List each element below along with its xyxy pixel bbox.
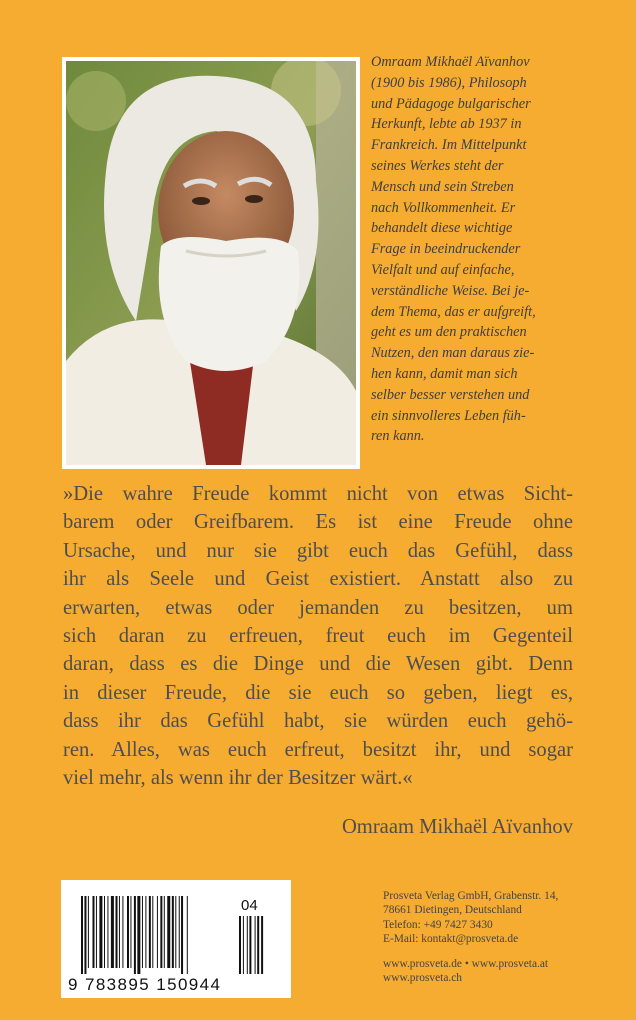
barcode-addon-bar xyxy=(243,916,244,974)
portrait-image xyxy=(66,61,356,465)
quote-line: erwarten, etwas oder jemanden zu besitzen, um xyxy=(63,596,573,619)
barcode-isbn-digits: 9 783895 150944 xyxy=(68,975,222,994)
bio-line: Vielfalt und auf einfache, xyxy=(371,261,515,278)
barcode-bar xyxy=(81,896,83,974)
barcode-bar xyxy=(88,896,89,968)
barcode-addon-bar xyxy=(257,916,259,974)
barcode-bar xyxy=(172,896,174,968)
barcode-bar xyxy=(149,896,151,968)
quote-line: barem oder Greifbarem. Es ist eine Freude ohne xyxy=(63,511,573,534)
barcode-bar xyxy=(116,896,118,968)
quote-line: sich daran zu erfreuen, freut euch im Gegenteil xyxy=(63,625,573,648)
bio-line: Mensch und sein Streben xyxy=(371,178,514,195)
bio-line: seines Werkes steht der xyxy=(371,157,504,174)
barcode-bar xyxy=(104,896,105,968)
barcode-addon-bar xyxy=(247,916,248,974)
barcode-bar xyxy=(119,896,120,968)
barcode-bar xyxy=(175,896,176,968)
bio-line: ein sinnvolleres Leben füh- xyxy=(371,407,526,424)
barcode-addon-bar xyxy=(239,916,241,974)
publisher-email: E-Mail: kontakt@prosveta.de xyxy=(383,933,519,946)
barcode-bar xyxy=(84,896,86,974)
barcode-bar xyxy=(99,896,102,968)
bio-line: Frankreich. Im Mittelpunkt xyxy=(371,137,527,154)
quote-block xyxy=(63,480,573,792)
bio-line: behandelt diese wichtige xyxy=(371,220,513,237)
barcode-addon-digits: 04 xyxy=(241,897,258,914)
barcode-bar xyxy=(167,896,170,968)
barcode-bar xyxy=(145,896,146,968)
barcode-addon-bar xyxy=(255,916,256,974)
publisher-website-ch: www.prosveta.ch xyxy=(383,972,462,985)
barcode-addon-bar xyxy=(261,916,263,974)
barcode-bar xyxy=(111,896,114,968)
barcode-bar xyxy=(122,896,123,968)
quote-line: viel mehr, als wenn ihr der Besitzer wärt.« xyxy=(63,767,413,790)
barcode-addon-bar xyxy=(249,916,251,974)
bio-line: (1900 bis 1986), Philosoph xyxy=(371,74,527,91)
barcode-bar xyxy=(93,896,95,968)
barcode-bar xyxy=(187,896,188,974)
barcode-bar xyxy=(107,896,108,968)
bio-line: und Pädagoge bulgarischer xyxy=(371,95,531,112)
barcode-bar xyxy=(134,896,136,974)
quote-line: ren. Alles, was euch erfreut, besitzt ihr, und sogar xyxy=(63,738,573,761)
bio-line: Frage in beeindruckender xyxy=(371,241,521,258)
author-portrait xyxy=(62,57,360,469)
quote-line: Ursache, und nur sie gibt euch das Gefühl, dass xyxy=(63,539,573,562)
quote-line: daran, dass es die Dinge und die Wesen gibt. Denn xyxy=(63,653,573,676)
barcode-bar xyxy=(179,896,180,968)
barcode-bar xyxy=(127,896,129,968)
barcode-bar xyxy=(130,896,131,968)
isbn-barcode xyxy=(61,880,291,998)
quote-line: ihr als Seele und Geist existiert. Anstatt also zu xyxy=(63,568,573,591)
barcode-bar xyxy=(160,896,162,968)
quote-line: dass ihr das Gefühl habt, sie würden euch gehö- xyxy=(63,710,573,733)
bio-line: nach Vollkommenheit. Er xyxy=(371,199,516,216)
barcode-bar xyxy=(157,896,158,968)
publisher-name: Prosveta Verlag GmbH, Grabenstr. 14, xyxy=(383,890,559,902)
quote-author: Omraam Mikhaël Aïvanhov xyxy=(341,816,573,838)
bio-line: dem Thema, das er aufgreift, xyxy=(371,303,536,320)
bio-line: selber besser verstehen und xyxy=(371,386,530,403)
barcode-bar xyxy=(142,896,143,968)
barcode-bar xyxy=(164,896,165,968)
bio-line: Herkunft, lebte ab 1937 in xyxy=(371,116,522,133)
barcode-bar xyxy=(181,896,183,974)
barcode-bar xyxy=(152,896,153,968)
publisher-imprint xyxy=(383,889,603,985)
publisher-phone: Telefon: +49 7427 3430 xyxy=(383,918,493,931)
barcode-bar xyxy=(137,896,140,974)
bio-line: verständliche Weise. Bei je- xyxy=(371,282,530,299)
author-biography xyxy=(371,52,595,447)
publisher-websites: www.prosveta.de • www.prosveta.at xyxy=(383,957,549,970)
quote-line: »Die wahre Freude kommt nicht von etwas Sicht- xyxy=(63,483,573,505)
barcode-bar xyxy=(96,896,97,968)
quote-line: in dieser Freude, die sie euch so geben, liegt es, xyxy=(63,681,573,704)
bio-line: geht es um den praktischen xyxy=(371,324,527,341)
barcode-graphic xyxy=(61,880,291,998)
bio-line: Omraam Mikhaël Aïvanhov xyxy=(371,54,530,70)
publisher-city: 78661 Dietingen, Deutschland xyxy=(383,904,522,917)
bio-line: Nutzen, den man daraus zie- xyxy=(371,345,535,362)
bio-line: ren kann. xyxy=(371,428,425,445)
bio-line: hen kann, damit man sich xyxy=(371,365,518,382)
